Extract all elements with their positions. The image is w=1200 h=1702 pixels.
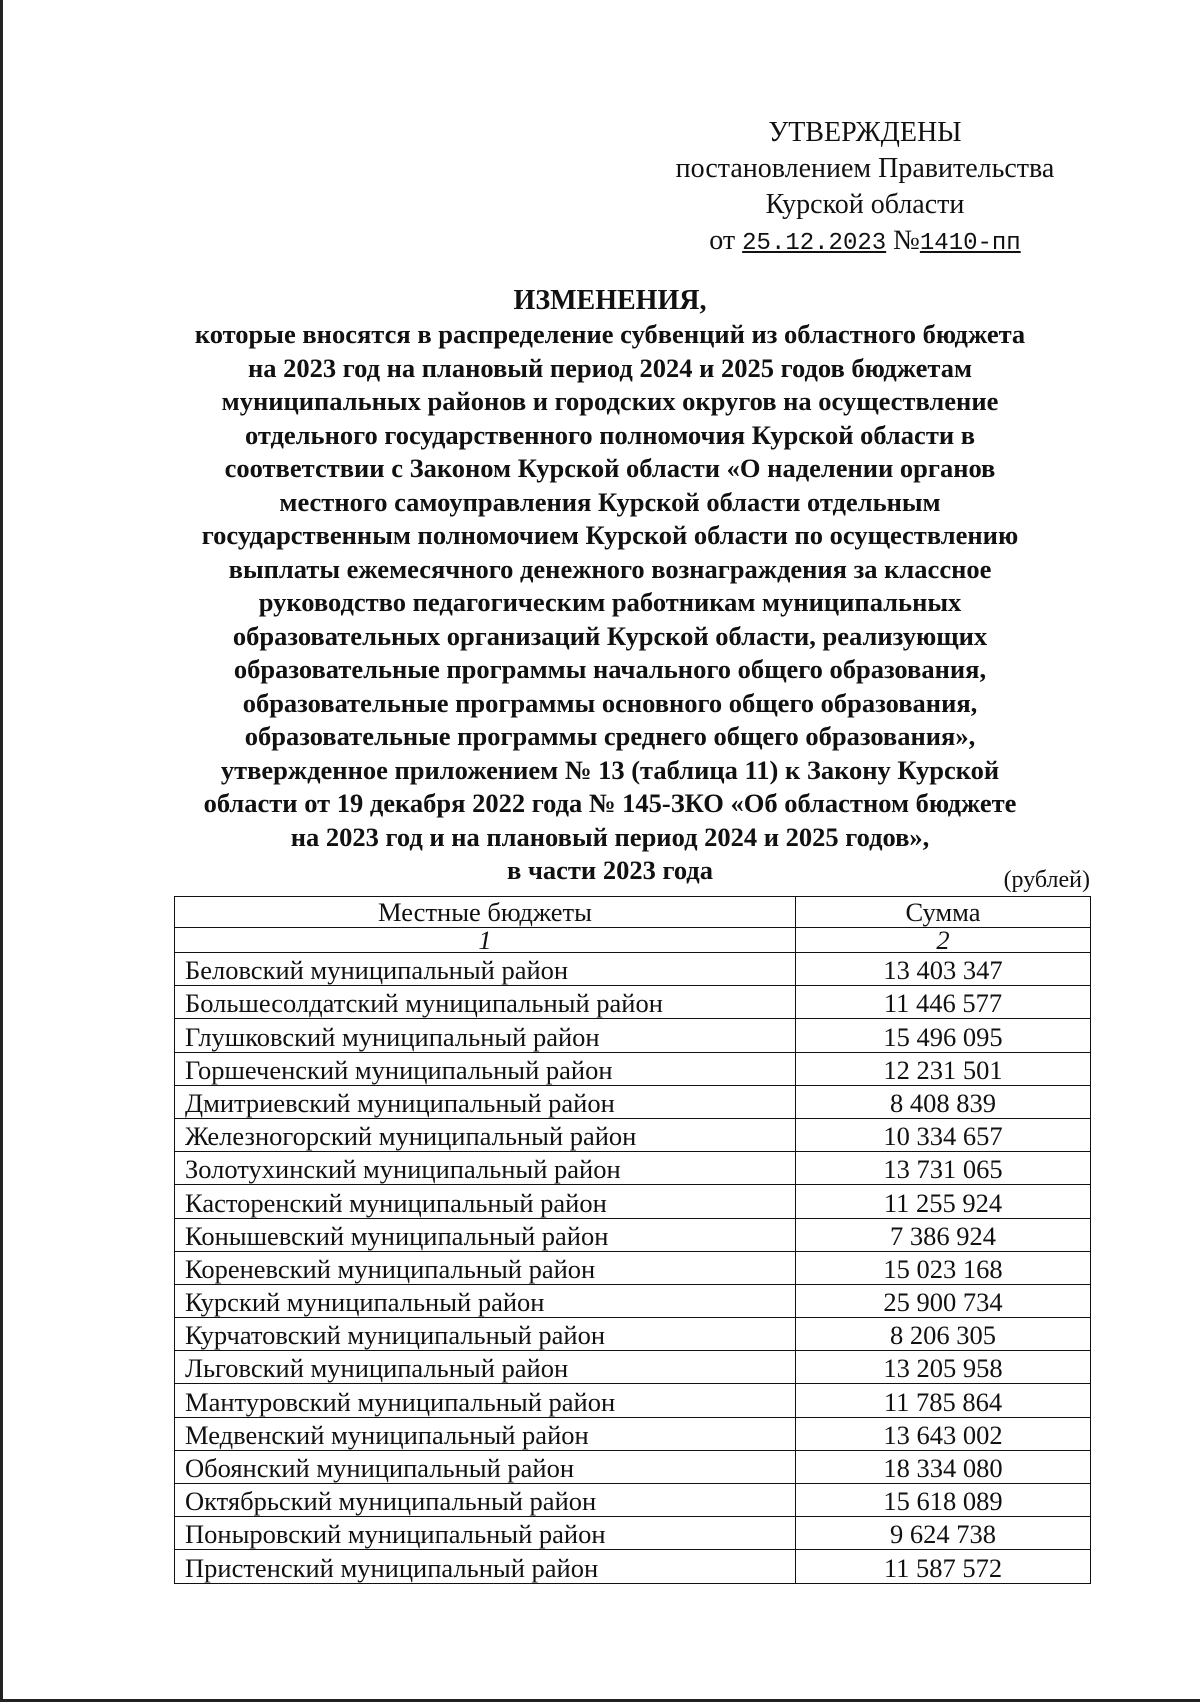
table-row xyxy=(175,986,1091,1019)
budget-sum: 13 205 958 xyxy=(796,1351,1091,1384)
approval-date: 25.12.2023 xyxy=(742,230,887,257)
table-row xyxy=(175,1351,1091,1384)
budget-name: Льговский муниципальный район xyxy=(175,1351,796,1384)
table-row xyxy=(175,1318,1091,1351)
budget-sum: 8 206 305 xyxy=(796,1318,1091,1351)
budget-table xyxy=(174,896,1091,1584)
table-row xyxy=(175,1284,1091,1317)
budget-sum: 18 334 080 xyxy=(796,1450,1091,1483)
title-line: на 2023 год на плановый период 2024 и 2025 годов бюджетам xyxy=(247,352,973,383)
table-header-row xyxy=(175,897,1091,928)
budget-name: Беловский муниципальный район xyxy=(175,953,796,986)
budget-sum: 13 731 065 xyxy=(796,1152,1091,1185)
title-line: соответствии с Законом Курской области «О наделении органов xyxy=(224,453,996,483)
title-line: образовательных организаций Курской области, реализующих xyxy=(232,620,988,651)
budget-sum: 15 496 095 xyxy=(796,1019,1091,1052)
budget-sum: 25 900 734 xyxy=(796,1284,1091,1317)
table-row xyxy=(175,1085,1091,1118)
table-body xyxy=(175,953,1091,1584)
title-line: отдельного государственного полномочия Курской области в xyxy=(244,419,976,450)
table-row xyxy=(175,1052,1091,1085)
title-line: руководство педагогическим работникам муниципальных xyxy=(258,587,962,617)
date-prefix: от xyxy=(709,225,736,256)
budget-sum: 7 386 924 xyxy=(796,1218,1091,1251)
budget-sum: 12 231 501 xyxy=(796,1052,1091,1085)
table-column-numbers xyxy=(175,928,1091,953)
approval-status: УТВЕРЖДЕНЫ xyxy=(768,117,962,148)
title-line: утвержденное приложением № 13 (таблица 11) к Закону Курской xyxy=(220,754,1000,785)
budget-sum: 15 618 089 xyxy=(796,1484,1091,1517)
budget-name: Курчатовский муниципальный район xyxy=(175,1318,796,1351)
table-row xyxy=(175,1484,1091,1517)
header-sum: Сумма xyxy=(796,897,1091,928)
budget-name: Большесолдатский муниципальный район xyxy=(175,986,796,1019)
budget-sum: 11 446 577 xyxy=(796,986,1091,1019)
budget-sum: 13 403 347 xyxy=(796,953,1091,986)
page-edge-left xyxy=(0,0,3,1702)
budget-sum: 10 334 657 xyxy=(796,1118,1091,1151)
approval-region: Курской области xyxy=(765,189,965,220)
table-row xyxy=(175,1450,1091,1483)
budget-name: Дмитриевский муниципальный район xyxy=(175,1085,796,1118)
title-line: на 2023 год и на плановый период 2024 и 2025 годов», xyxy=(290,821,930,852)
table-row xyxy=(175,1417,1091,1450)
unit-label: (рублей) xyxy=(1003,867,1090,893)
table-row xyxy=(175,1218,1091,1251)
approval-number: 1410-пп xyxy=(919,230,1021,257)
number-prefix: № xyxy=(893,225,920,256)
budget-sum: 15 023 168 xyxy=(796,1251,1091,1284)
header-local-budgets: Местные бюджеты xyxy=(175,897,796,928)
title-line: в части 2023 года xyxy=(507,855,713,885)
budget-name: Глушковский муниципальный район xyxy=(175,1019,796,1052)
budget-sum: 8 408 839 xyxy=(796,1085,1091,1118)
budget-name: Горшеченский муниципальный район xyxy=(175,1052,796,1085)
approval-order xyxy=(640,223,1090,262)
budget-name: Золотухинский муниципальный район xyxy=(175,1152,796,1185)
budget-name: Конышевский муниципальный район xyxy=(175,1218,796,1251)
budget-sum: 9 624 738 xyxy=(796,1517,1091,1550)
table-row xyxy=(175,1019,1091,1052)
table-row xyxy=(175,1517,1091,1550)
title-line: муниципальных районов и городских округов на осуществление xyxy=(221,386,999,416)
table-row xyxy=(175,1550,1091,1583)
title-line: которые вносятся в распределение субвенций из областного бюджета xyxy=(194,319,1026,349)
column-number-2: 2 xyxy=(796,928,1091,953)
table-row xyxy=(175,1251,1091,1284)
budget-name: Обоянский муниципальный район xyxy=(175,1450,796,1483)
table-row xyxy=(175,1185,1091,1218)
budget-sum: 11 785 864 xyxy=(796,1384,1091,1417)
title-line: образовательные программы начального общего образования, xyxy=(233,654,987,684)
title-line: выплаты ежемесячного денежного вознаграждения за классное xyxy=(228,553,992,584)
budget-name: Железногорский муниципальный район xyxy=(175,1118,796,1151)
budget-name: Пристенский муниципальный район xyxy=(175,1550,796,1583)
approval-block xyxy=(640,115,1090,262)
table-row xyxy=(175,1384,1091,1417)
title-line: образовательные программы основного общего образования, xyxy=(242,687,978,718)
budget-name: Мантуровский муниципальный район xyxy=(175,1384,796,1417)
budget-name: Медвенский муниципальный район xyxy=(175,1417,796,1450)
title-line: образовательные программы среднего общего образования», xyxy=(244,721,976,751)
table-row xyxy=(175,953,1091,986)
title-line: государственным полномочием Курской области по осуществлению xyxy=(201,520,1019,550)
budget-name: Курский муниципальный район xyxy=(175,1284,796,1317)
budget-name: Октябрьский муниципальный район xyxy=(175,1484,796,1517)
budget-sum: 11 587 572 xyxy=(796,1550,1091,1583)
approval-authority: постановлением Правительства xyxy=(675,153,1055,184)
title-line: области от 19 декабря 2022 года № 145-ЗКО «Об областном бюджете xyxy=(203,788,1017,818)
title-heading: ИЗМЕНЕНИЯ, xyxy=(513,285,707,316)
column-number-1: 1 xyxy=(175,928,796,953)
budget-sum: 13 643 002 xyxy=(796,1417,1091,1450)
document-title xyxy=(150,284,1070,888)
budget-name: Поныровский муниципальный район xyxy=(175,1517,796,1550)
table-row xyxy=(175,1118,1091,1151)
title-body xyxy=(150,318,1070,888)
budget-sum: 11 255 924 xyxy=(796,1185,1091,1218)
table-row xyxy=(175,1152,1091,1185)
budget-name: Кореневский муниципальный район xyxy=(175,1251,796,1284)
budget-name: Касторенский муниципальный район xyxy=(175,1185,796,1218)
title-line: местного самоуправления Курской области отдельным xyxy=(279,486,941,517)
